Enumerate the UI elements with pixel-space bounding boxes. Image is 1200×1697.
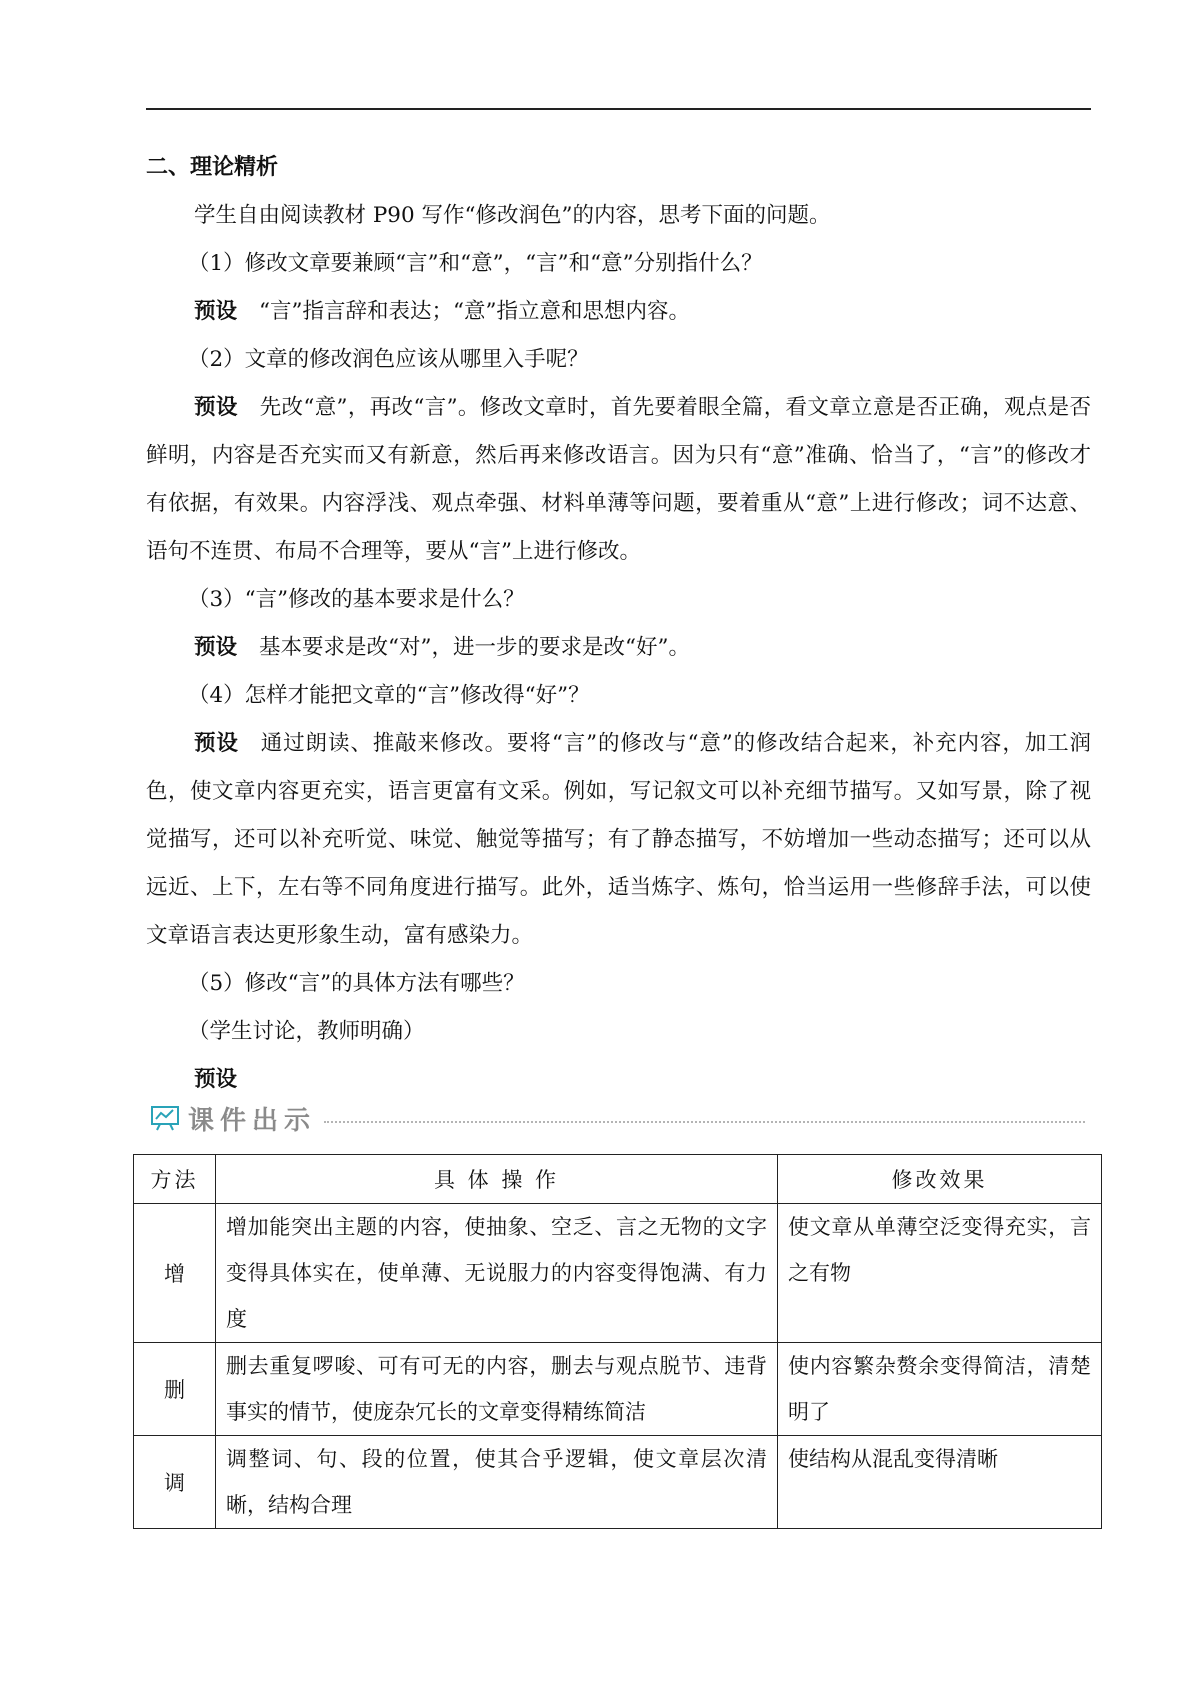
answer-1 — [146, 288, 1091, 336]
question-3: （3）“言”修改的基本要求是什么？ — [188, 587, 525, 612]
method-cell: 调 — [134, 1436, 216, 1529]
answer-2 — [146, 384, 1091, 576]
column-header-operation: 具 体 操 作 — [216, 1155, 778, 1204]
answer-4 — [146, 720, 1091, 960]
table-row — [134, 1204, 1102, 1343]
table-row — [134, 1436, 1102, 1529]
effect-cell: 使文章从单薄空泛变得充实，言之有物 — [778, 1204, 1102, 1343]
operation-cell: 调整词、句、段的位置，使其合乎逻辑，使文章层次清晰，结构合理 — [216, 1436, 778, 1529]
chart-board-icon — [150, 1105, 180, 1131]
question-2: （2）文章的修改润色应该从哪里入手呢？ — [188, 347, 589, 372]
answer-1-text: “言”指言辞和表达；“意”指立意和思想内容。 — [259, 299, 690, 324]
operation-cell: 删去重复啰唆、可有可无的内容，删去与观点脱节、违背事实的情节，使庞杂冗长的文章变得精练简洁 — [216, 1343, 778, 1436]
method-cell: 删 — [134, 1343, 216, 1436]
table-header-row — [134, 1155, 1102, 1204]
courseware-label: 课件出示 — [188, 1105, 317, 1136]
answer-3 — [146, 624, 1091, 672]
dotted-divider — [324, 1121, 1085, 1123]
preset-label: 预设 — [194, 299, 238, 324]
preset-label: 预设 — [194, 1067, 238, 1092]
answer-2-text: 先改“意”，再改“言”。修改文章时，首先要着眼全篇，看文章立意是否正确，观点是否鲜明，内容是否充实而又有新意，然后再来修改语言。因为只有“意”准确、恰当了，“言”的修改才有依据，有效果。内容浮浅、观点牵强、材料单薄等问题，要着重从“意”上进行修改；词不达意、语句不连贯、布局不合理等，要从“言”上进行修改。 — [146, 395, 1091, 564]
answer-3-text: 基本要求是改“对”，进一步的要求是改“好”。 — [259, 635, 690, 660]
preset-label: 预设 — [194, 731, 239, 756]
section-title: 二、理论精析 — [146, 155, 279, 180]
question-5: （5）修改“言”的具体方法有哪些？ — [188, 971, 525, 996]
intro-paragraph: 学生自由阅读教材 P90 写作“修改润色”的内容，思考下面的问题。 — [194, 203, 831, 228]
preset-label: 预设 — [194, 395, 238, 420]
header-rule — [146, 108, 1091, 110]
question-1: （1）修改文章要兼顾“言”和“意”，“言”和“意”分别指什么？ — [188, 251, 763, 276]
column-header-method: 方法 — [134, 1155, 216, 1204]
table-row — [134, 1343, 1102, 1436]
operation-cell: 增加能突出主题的内容，使抽象、空乏、言之无物的文字变得具体实在，使单薄、无说服力的内容变得饱满、有力度 — [216, 1204, 778, 1343]
answer-5 — [146, 1056, 1091, 1104]
method-cell: 增 — [134, 1204, 216, 1343]
column-header-effect: 修改效果 — [778, 1155, 1102, 1204]
question-4: （4）怎样才能把文章的“言”修改得“好”？ — [188, 683, 590, 708]
preset-label: 预设 — [194, 635, 238, 660]
effect-cell: 使结构从混乱变得清晰 — [778, 1436, 1102, 1529]
methods-table — [133, 1154, 1102, 1529]
effect-cell: 使内容繁杂赘余变得简洁，清楚明了 — [778, 1343, 1102, 1436]
answer-4-text: 通过朗读、推敲来修改。要将“言”的修改与“意”的修改结合起来，补充内容，加工润色，使文章内容更充实，语言更富有文采。例如，写记叙文可以补充细节描写。又如写景，除了视觉描写，还可以补充听觉、味觉、触觉等描写；有了静态描写，不妨增加一些动态描写；还可以从远近、上下，左右等不同角度进行描写。此外，适当炼字、炼句，恰当运用一些修辞手法，可以使文章语言表达更形象生动，富有感染力。 — [146, 731, 1091, 948]
courseware-banner — [150, 1098, 1085, 1138]
discussion-note: （学生讨论，教师明确） — [188, 1019, 425, 1044]
main-content — [146, 148, 1091, 1104]
